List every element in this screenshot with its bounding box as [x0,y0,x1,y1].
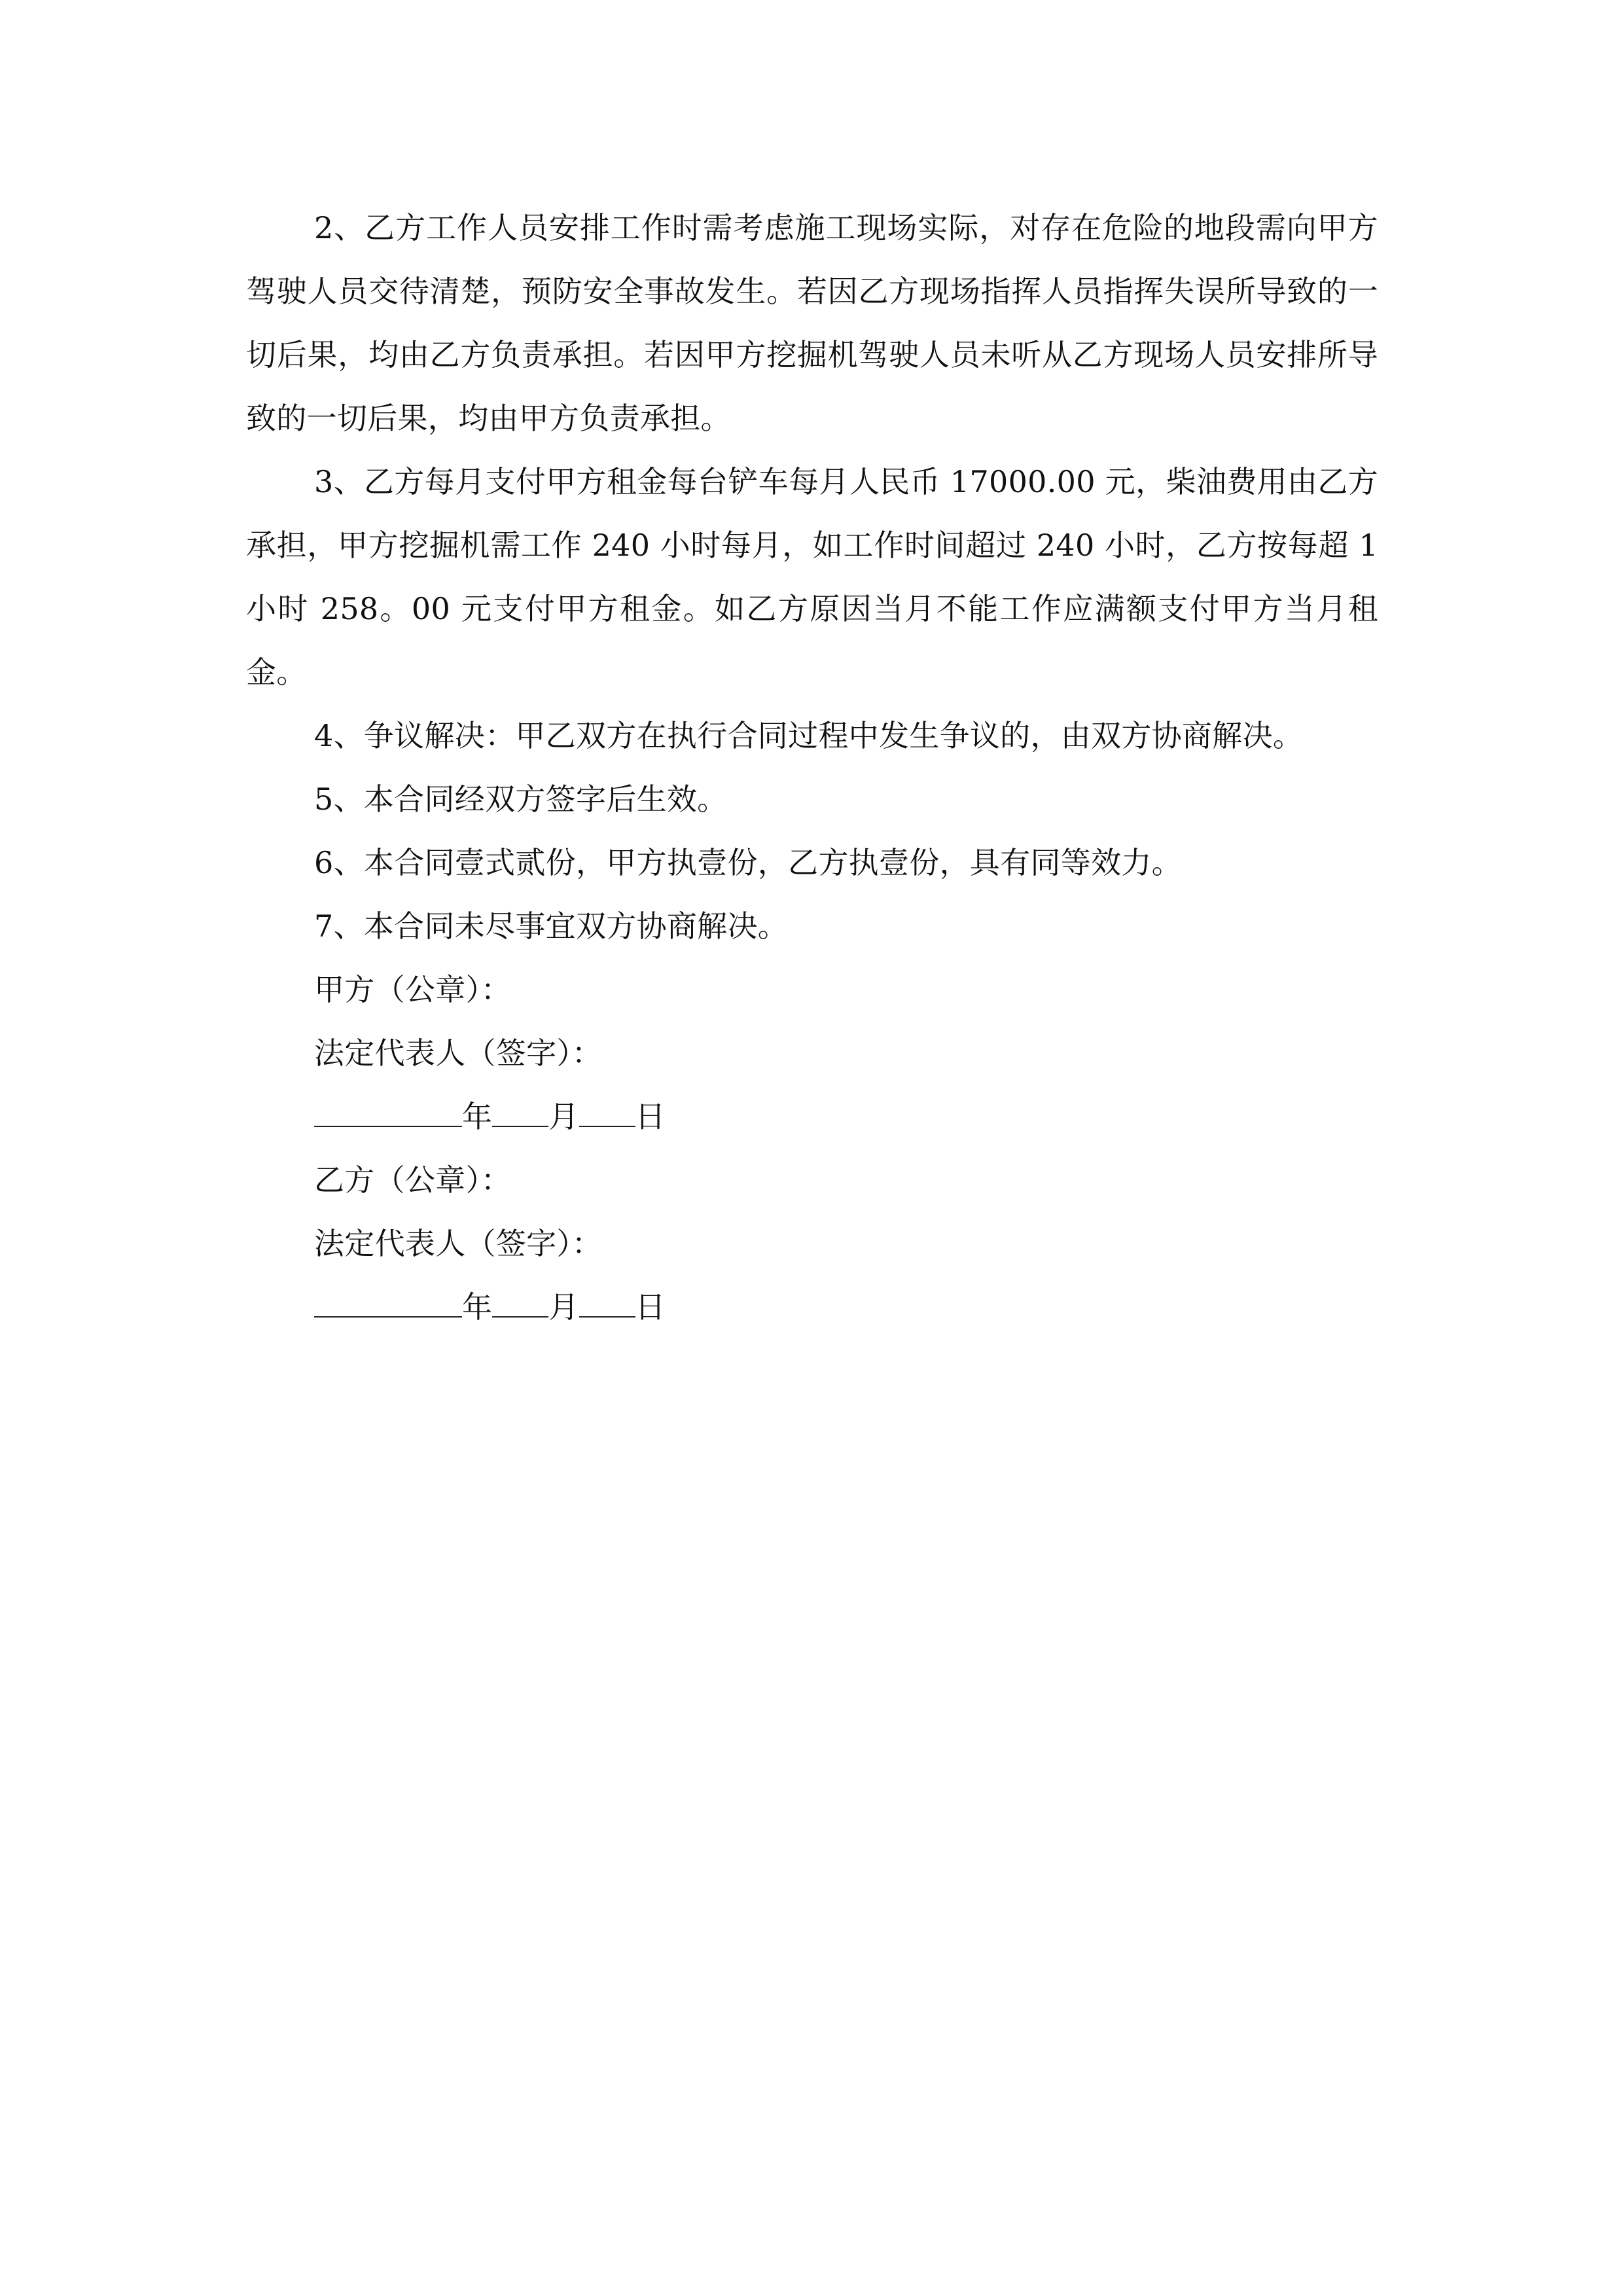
party-a-date-line [246,1085,1378,1149]
clause-5: 5、本合同经双方签字后生效。 [314,781,728,817]
party-a-seal-label: 甲方（公章）： [314,972,512,1007]
party-a-day-blank [579,1096,635,1127]
party-b-date-line [246,1276,1378,1339]
party-a-month-label: 月 [548,1099,579,1134]
party-a-year-blank [314,1096,462,1127]
party-a-day-label: 日 [635,1099,666,1134]
party-b-seal-label: 乙方（公章）： [314,1162,512,1198]
clause-2: 2、乙方工作人员安排工作时需考虑施工现场实际，对存在危险的地段需向甲方驾驶人员交待清楚，预防安全事故发生。若因乙方现场指挥人员指挥失误所导致的一切后果，均由乙方负责承担。若因甲方挖掘机驾驶人员未听从乙方现场人员安排所导致的一切后果，均由甲方负责承担。 [246,210,1378,436]
party-b-day-blank [579,1286,635,1318]
clause-4: 4、争议解决：甲乙双方在执行合同过程中发生争议的，由双方协商解决。 [314,718,1304,753]
party-b-day-label: 日 [635,1289,666,1325]
clause-7: 7、本合同未尽事宜双方协商解决。 [314,908,789,944]
party-b-year-blank [314,1286,462,1318]
contract-body [246,196,1378,1339]
party-a-rep-label: 法定代表人（签字）： [314,1035,602,1071]
party-a-month-blank [492,1096,548,1127]
party-a-signature-block [246,958,1378,1149]
party-a-year-label: 年 [462,1099,493,1134]
clause-6: 6、本合同壹式贰份，甲方执壹份，乙方执壹份，具有同等效力。 [314,845,1182,880]
party-b-signature-block [246,1149,1378,1339]
clause-3: 3、乙方每月支付甲方租金每台铲车每月人民币 17000.00 元，柴油费用由乙方承担，甲方挖掘机需工作 240 小时每月，如工作时间超过 240 小时，乙方按每超 1 小时 258。00 元支付甲方租金。如乙方原因当月不能工作应满额支付甲方当月租金。 [246,464,1378,690]
party-b-year-label: 年 [462,1289,493,1325]
party-b-rep-label: 法定代表人（签字）： [314,1226,602,1261]
party-b-month-label: 月 [548,1289,579,1325]
party-b-month-blank [492,1286,548,1318]
